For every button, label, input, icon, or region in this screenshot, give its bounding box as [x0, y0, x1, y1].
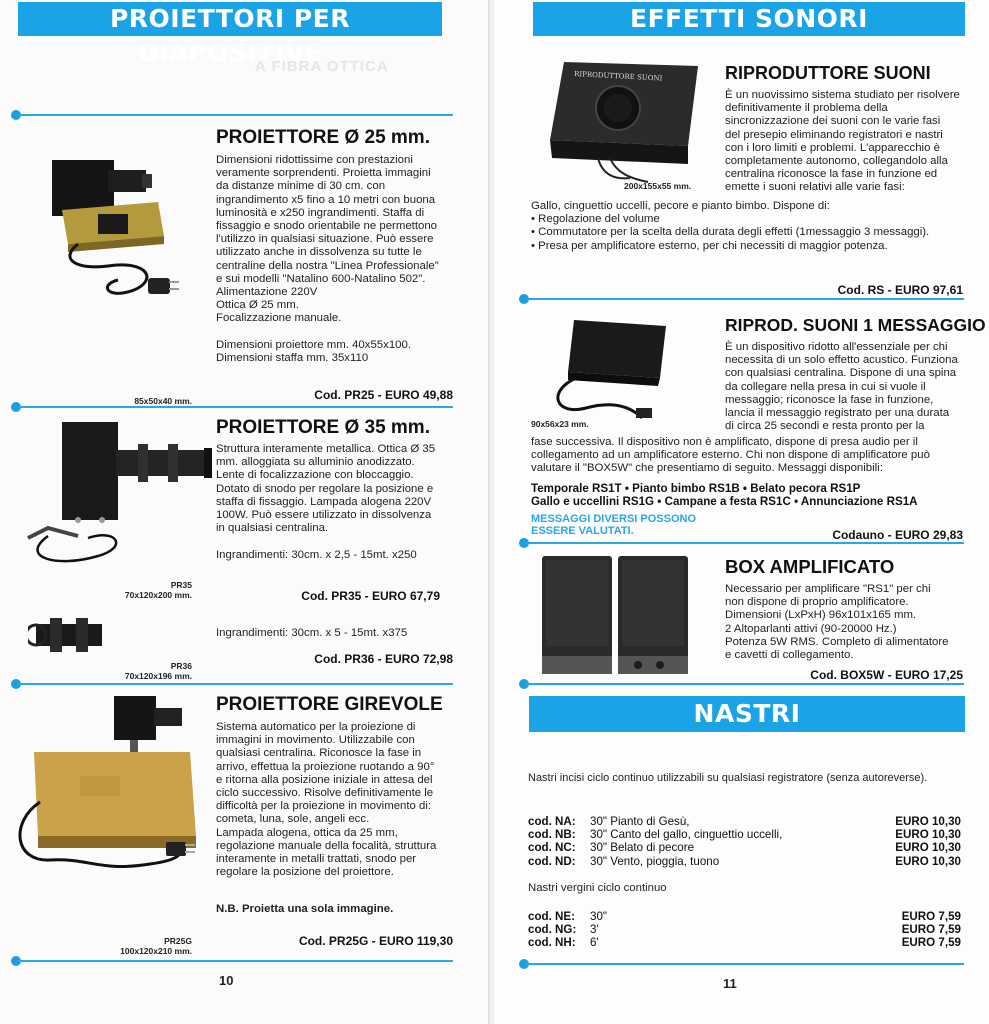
table-row: cod. NC: 30" Belato di pecore EURO 10,30 [528, 841, 961, 855]
product-note: N.B. Proietta una sola immagine. [216, 903, 394, 915]
table-row: cod. NH: 6' EURO 7,59 [528, 936, 961, 950]
product-description: Dimensioni ridottissime con prestazioni veramente sorprendenti. Proietta immagini da distanze minime di 30 cm. con ingrandimento x5 fino a 10 metri con buona luminosità e x250 ingrandimenti. Staffa di fissaggio e snodo orientabile ne permettono l'utilizzo in qualsiasi situazione. Può essere utilizzato anche in dissolvenza su tutte le centraline della nostra "Linea Professionale" e sui modelli "Natalino 600-Natalino 502". Alimentazione 220V Ottica Ø 25 mm. Focalizzazione manuale. Dimensioni proiettore mm. 40x55x100. Dimensioni staffa mm. 35x110 [216, 154, 439, 365]
product-dimension: 200x155x55 mm. [624, 181, 692, 191]
product-dimension: 85x50x40 mm. [134, 396, 192, 406]
separator-rule [526, 963, 964, 965]
separator-rule [18, 683, 453, 685]
product-code: Cod. PR35 - EURO 67,79 [301, 589, 440, 603]
amplified-speakers-image [538, 552, 698, 680]
product-title: PROIETTORE Ø 25 mm. [216, 127, 430, 148]
separator-rule [18, 406, 453, 408]
right-banner: EFFETTI SONORI [533, 2, 965, 36]
product-description: Sistema automatico per la proiezione di immagini in movimento. Utilizzabile con qualsiasi centralina. Riconosce la fase in arrivo, effettua la proiezione ruotando a 90° e ritorna alla posizione iniziale in attesa del ciclo successivo. Risolve definitivamente le difficoltà per la proiezione in movimento di: cometa, luna, sole, angeli ecc. Lampada alogena, ottica da 25 mm, regolazione manuale della focalità, struttura interamente in metalli trattati, snodo per regolare la posizione del proiettore. [216, 721, 437, 879]
left-page [0, 0, 490, 1024]
product-code: Cod. BOX5W - EURO 17,25 [810, 668, 963, 682]
blank-tapes-table [528, 910, 961, 950]
nastri-intro: Nastri incisi ciclo continuo utilizzabili su qualsiasi registratore (senza autoreverse). [528, 772, 928, 784]
single-message-player-image [546, 312, 676, 422]
product-title: BOX AMPLIFICATO [725, 556, 895, 577]
page-number: 11 [723, 976, 737, 991]
table-row: cod. NG: 3' EURO 7,59 [528, 923, 961, 937]
product-code: Cod. RS - EURO 97,61 [837, 283, 963, 297]
separator-rule [526, 298, 964, 300]
projector-36-image [28, 604, 108, 664]
product-code: Cod. PR36 - EURO 72,98 [314, 652, 453, 666]
separator-rule [18, 960, 453, 962]
product-code: Cod. PR25 - EURO 49,88 [314, 388, 453, 402]
product-title: PROIETTORE GIREVOLE [216, 694, 443, 715]
product-code: Codauno - EURO 29,83 [832, 528, 963, 542]
product-features: fase successiva. Il dispositivo non è amplificato, dispone di presa audio per il collegamento ad un amplificatore esterno. Chi non dispone di amplificatore può valutare il "BOX5W" che presentiamo di seguito. Messaggi disponibili: [531, 436, 930, 475]
page-number: 10 [219, 973, 234, 988]
product-description: È un dispositivo ridotto all'essenziale per chi necessita di un solo effetto acustico. Funziona con qualsiasi centralina. Dispone di una spina da collegare nella presa in cui si vuole il messaggio; riconosce la fase in funzione, lancia il messaggio registrato per una durata di circa 25 secondi e resta pronto per la [725, 341, 958, 433]
product-description: È un nuovissimo sistema studiato per risolvere definitivamente il problema della sincronizzazione dei suoni con le varie fasi del presepio eliminando registratori e nastri con i loro limiti e problemi. L'apparecchio è completamente autonomo, collegandolo alla centralina riconosce la fase in funzione ed emette i suoni relativi alle varie fasi: [725, 89, 960, 194]
blank-tapes-title: Nastri vergini ciclo continuo [528, 882, 667, 894]
product-title: RIPROD. SUONI 1 MESSAGGIO [725, 315, 986, 335]
message-note: MESSAGGI DIVERSI POSSONO ESSERE VALUTATI. [531, 513, 697, 537]
product-features: Gallo, cinguettio uccelli, pecore e pianto bimbo. Dispone di: • Regolazione del volume • Commutatore per la scelta della durata degli effetti (1messaggio 3 messaggi). • Presa per amplificatore esterno, per chi necessiti di maggior potenza. [531, 200, 930, 252]
table-row: cod. NA: 30" Pianto di Gesù, EURO 10,30 [528, 815, 961, 828]
product-dimension: PR36 70x120x196 mm. [124, 661, 192, 681]
projector-25-image [38, 140, 188, 320]
product-title: PROIETTORE Ø 35 mm. [216, 417, 430, 438]
product-description: Struttura interamente metallica. Ottica Ø 35 mm. alloggiata su alluminio anodizzato. Lente di focalizzazione con bloccaggio. Dotato di snodo per regolare la posizione e staffa di fissaggio. Lampada alogena 220V 100W. Può essere utilizzato in dissolvenza in qualsiasi centralina. Ingrandimenti: 30cm. x 2,5 - 15mt. x250 [216, 443, 436, 561]
table-row: cod. NE: 30" EURO 7,59 [528, 910, 961, 923]
recorded-tapes-table [528, 815, 961, 868]
nastri-banner: NASTRI [529, 696, 965, 732]
product-dimension: 90x56x23 mm. [531, 419, 589, 429]
table-row: cod. ND: 30" Vento, pioggia, tuono EURO 10,30 [528, 854, 961, 868]
message-codes: Temporale RS1T • Pianto bimbo RS1B • Belato pecora RS1P Gallo e uccellini RS1G • Campane a festa RS1C • Annunciazione RS1A [531, 482, 918, 508]
separator-rule [526, 683, 964, 685]
product-description: Necessario per amplificare "RS1" per chi non dispone di proprio amplificatore. Dimensioni (LxPxH) 96x101x165 mm. 2 Altoparlanti attivi (90-20000 Hz.) Potenza 5W RMS. Completo di alimentatore e cavetti di collegamento. [725, 583, 949, 662]
right-page [494, 0, 989, 1024]
separator-rule [526, 542, 964, 544]
ghost-text: A FIBRA OTTICA [255, 58, 389, 75]
product-code: Cod. PR25G - EURO 119,30 [298, 934, 453, 948]
table-row: cod. NB: 30" Canto del gallo, cinguettio uccelli, EURO 10,30 [528, 828, 961, 842]
device-label: RIPRODUTTORE SUONI [573, 70, 663, 83]
sound-player-image [538, 54, 708, 194]
product-title: RIPRODUTTORE SUONI [725, 63, 931, 83]
product-magnification: Ingrandimenti: 30cm. x 5 - 15mt. x375 [216, 627, 408, 639]
separator-rule [18, 114, 453, 116]
product-dimension: PR35 70x120x200 mm. [124, 580, 192, 600]
rotating-projector-image [10, 692, 210, 892]
left-banner: PROIETTORI PER DIAPOSITIVE [18, 2, 442, 36]
projector-35-image [18, 418, 218, 598]
product-dimension: PR25G 100x120x210 mm. [120, 936, 192, 956]
